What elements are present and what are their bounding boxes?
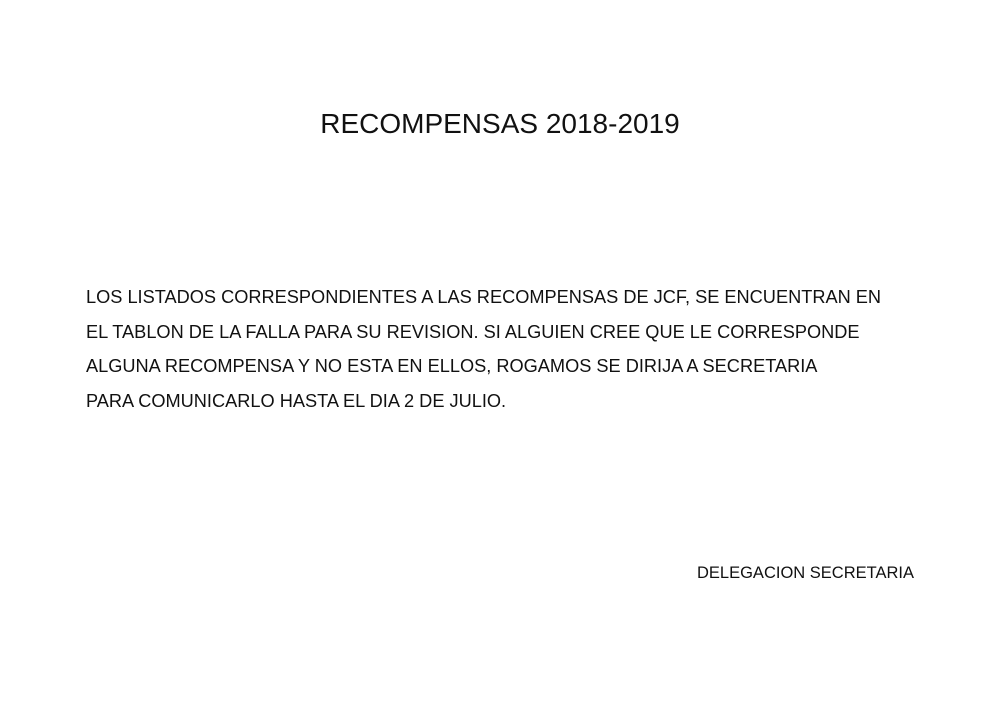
document-title: RECOMPENSAS 2018-2019 (320, 108, 680, 139)
notice-line-4: PARA COMUNICARLO HASTA EL DIA 2 DE JULIO. (86, 390, 507, 411)
notice-line-3: ALGUNA RECOMPENSA Y NO ESTA EN ELLOS, ROGAMOS SE DIRIJA A SECRETARIA (86, 356, 818, 376)
signature: DELEGACION SECRETARIA (697, 564, 914, 582)
notice-body (86, 280, 926, 418)
notice-line-2: EL TABLON DE LA FALLA PARA SU REVISION. SI ALGUIEN CREE QUE LE CORRESPONDE (86, 321, 860, 342)
notice-line-1: LOS LISTADOS CORRESPONDIENTES A LAS RECOMPENSAS DE JCF, SE ENCUENTRAN EN (86, 287, 882, 307)
